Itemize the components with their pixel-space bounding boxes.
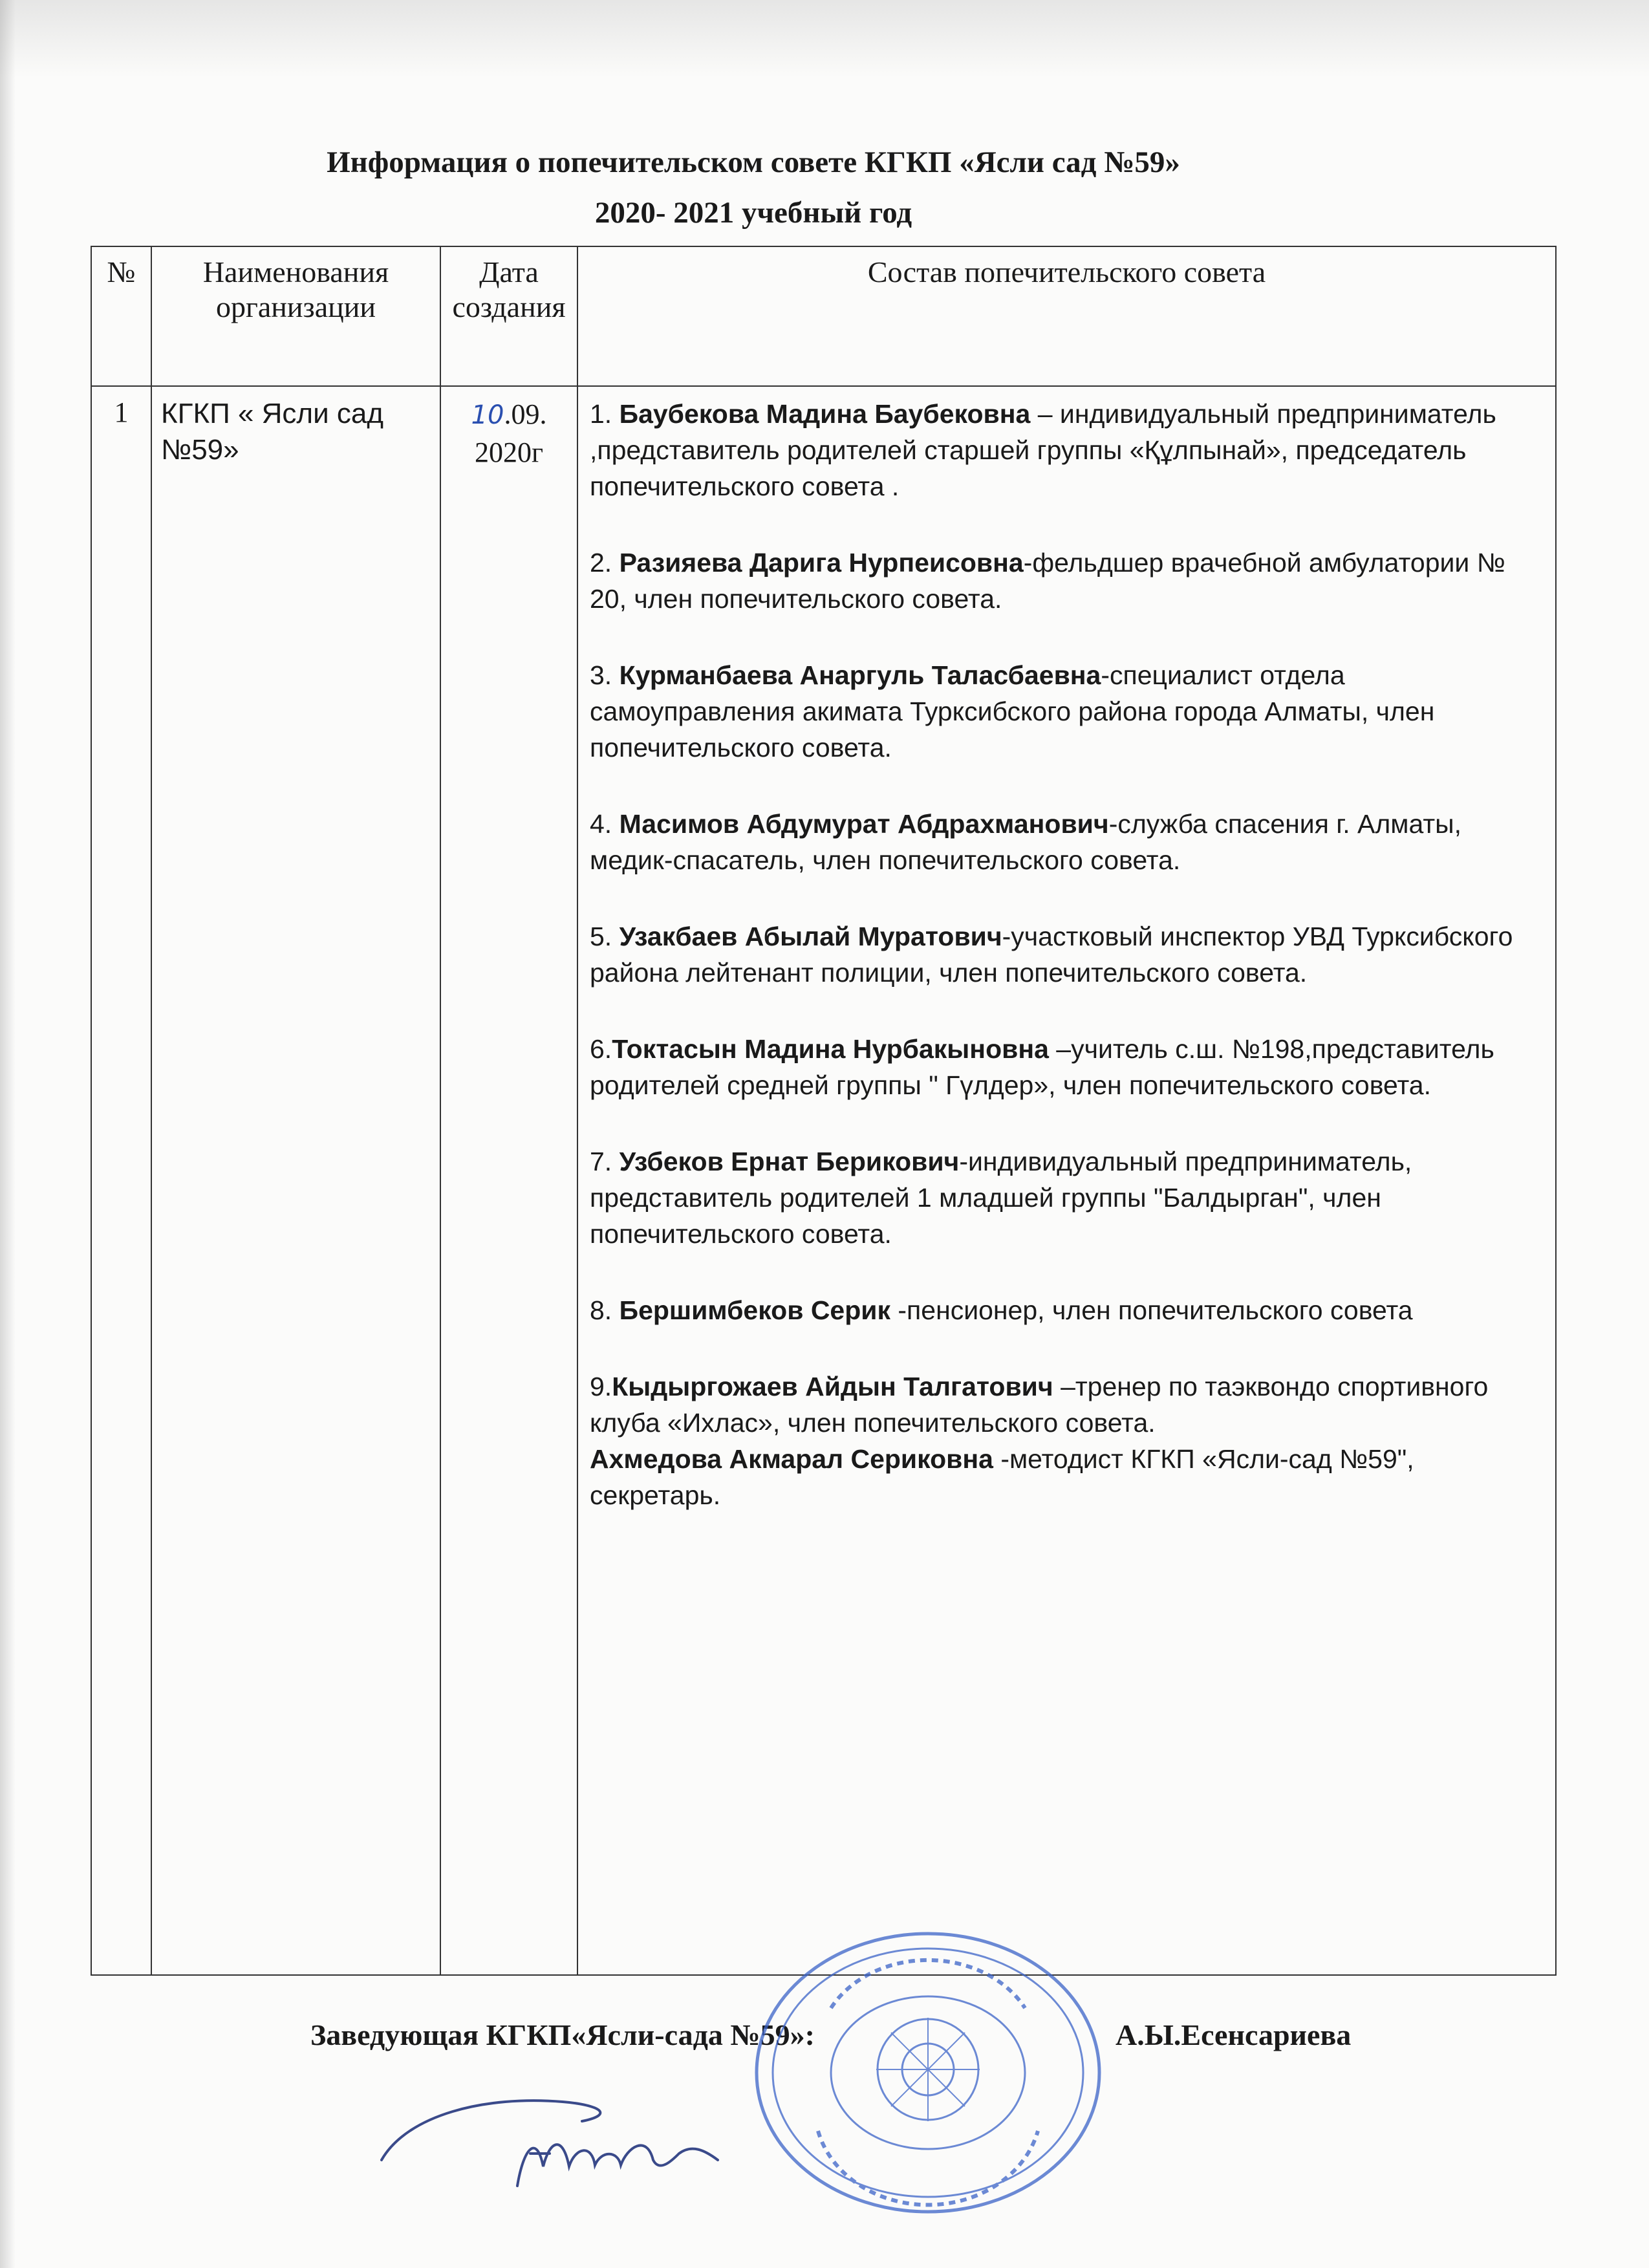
date-rest: .09. 2020г: [474, 398, 547, 468]
secretary-name: Ахмедова Акмарал Сериковна: [590, 1444, 993, 1474]
director-position: Заведующая КГКП«Ясли-сада №59»:: [310, 2018, 815, 2051]
council-table: [91, 246, 1557, 1976]
header-num: №: [91, 246, 151, 386]
member-name: Узбеков Ернат Берикович: [619, 1147, 960, 1176]
member-desc: –учитель с.ш. №198,представитель родителей средней группы " Гүлдер», член попечительского совета.: [590, 1034, 1494, 1100]
member-name: Баубекова Мадина Баубековна: [619, 399, 1031, 429]
member-name: Разияева Дарига Нурпеисовна: [619, 548, 1024, 578]
header-date: Дата создания: [440, 246, 577, 386]
council-member-9: 9.Кыдыргожаев Айдын Талгатович –тренер по таэквондо спортивного клуба «Ихлас», член попечительского совета.: [590, 1372, 1489, 1438]
secretary-desc: -методист КГКП «Ясли-сад №59", секретарь.: [590, 1444, 1414, 1510]
member-name: Кыдыргожаев Айдын Талгатович: [612, 1372, 1053, 1401]
council-member-1: 1. Баубекова Мадина Баубековна – индивидуальный предприниматель ,представитель родителей старшей группы «Құлпынай», председатель попечительского совета .: [590, 399, 1496, 501]
member-name: Бершимбеков Серик: [619, 1295, 891, 1325]
council-member-4: 4. Масимов Абдумурат Абдрахманович-служба спасения г. Алматы, медик-спасатель, член попечительского совета.: [590, 809, 1462, 875]
academic-year: 2020- 2021 учебный год: [594, 196, 912, 230]
council-member-5: 5. Узакбаев Абылай Муратович-участковый инспектор УВД Турксибского района лейтенант полиции, член попечительского совета.: [590, 922, 1513, 988]
official-stamp-icon: [747, 1917, 1109, 2215]
organization-name: КГКП « Ясли сад №59»: [151, 386, 440, 1975]
member-desc: -участковый инспектор УВД Турксибского района лейтенант полиции, член попечительского совета.: [590, 922, 1513, 988]
member-desc: -индивидуальный предприниматель, представитель родителей 1 младшей группы "Балдырган", член попечительского совета.: [590, 1147, 1412, 1249]
table-header-row: [91, 246, 1556, 386]
header-org: Наименования организации: [151, 246, 440, 386]
document-title: Информация о попечительском совете КГКП «Ясли сад №59»: [327, 146, 1180, 179]
handwritten-day: 10: [471, 400, 504, 430]
member-name: Курманбаева Анаргуль Таласбаевна: [619, 660, 1101, 690]
scan-shadow-left: [0, 0, 16, 2268]
director-signature-icon: [369, 2089, 770, 2199]
council-member-6: 6.Токтасын Мадина Нурбакыновна –учитель с.ш. №198,представитель родителей средней группы " Гүлдер», член попечительского совета.: [590, 1034, 1494, 1100]
scan-shadow-top: [0, 0, 1649, 78]
council-member-7: 7. Узбеков Ернат Берикович-индивидуальный предприниматель, представитель родителей 1 младшей группы "Балдырган", член попечительского совета.: [590, 1147, 1412, 1249]
header-composition: Состав попечительского совета: [577, 246, 1556, 386]
table-row: [91, 386, 1556, 1975]
member-desc: -фельдшер врачебной амбулатории № 20, член попечительского совета.: [590, 548, 1505, 614]
row-number: 1: [91, 386, 151, 1975]
member-name: Масимов Абдумурат Абдрахманович: [619, 809, 1109, 839]
member-desc: – индивидуальный предприниматель ,представитель родителей старшей группы «Құлпынай», председатель попечительского совета .: [590, 399, 1496, 501]
council-member-8: 8. Бершимбеков Серик -пенсионер, член попечительского совета: [590, 1295, 1413, 1325]
member-desc: -специалист отдела самоуправления акимата Турксибского района города Алматы, член попечительского совета.: [590, 660, 1435, 762]
council-member-3: 3. Курманбаева Анаргуль Таласбаевна-специалист отдела самоуправления акимата Турксибского района города Алматы, член попечительского совета.: [590, 660, 1435, 762]
council-secretary: [590, 1441, 1544, 1513]
council-members: [577, 386, 1556, 1975]
member-name: Узакбаев Абылай Муратович: [619, 922, 1002, 951]
director-name: А.Ы.Есенсариева: [1116, 2018, 1352, 2051]
member-desc: -пенсионер, член попечительского совета: [890, 1295, 1413, 1325]
member-name: Токтасын Мадина Нурбакыновна: [612, 1034, 1049, 1064]
council-member-2: 2. Разияева Дарига Нурпеисовна-фельдшер врачебной амбулатории № 20, член попечительского совета.: [590, 548, 1505, 614]
member-desc: –тренер по таэквондо спортивного клуба «Ихлас», член попечительского совета.: [590, 1372, 1489, 1438]
creation-date: [440, 386, 577, 1975]
member-desc: -служба спасения г. Алматы, медик-спасатель, член попечительского совета.: [590, 809, 1462, 875]
